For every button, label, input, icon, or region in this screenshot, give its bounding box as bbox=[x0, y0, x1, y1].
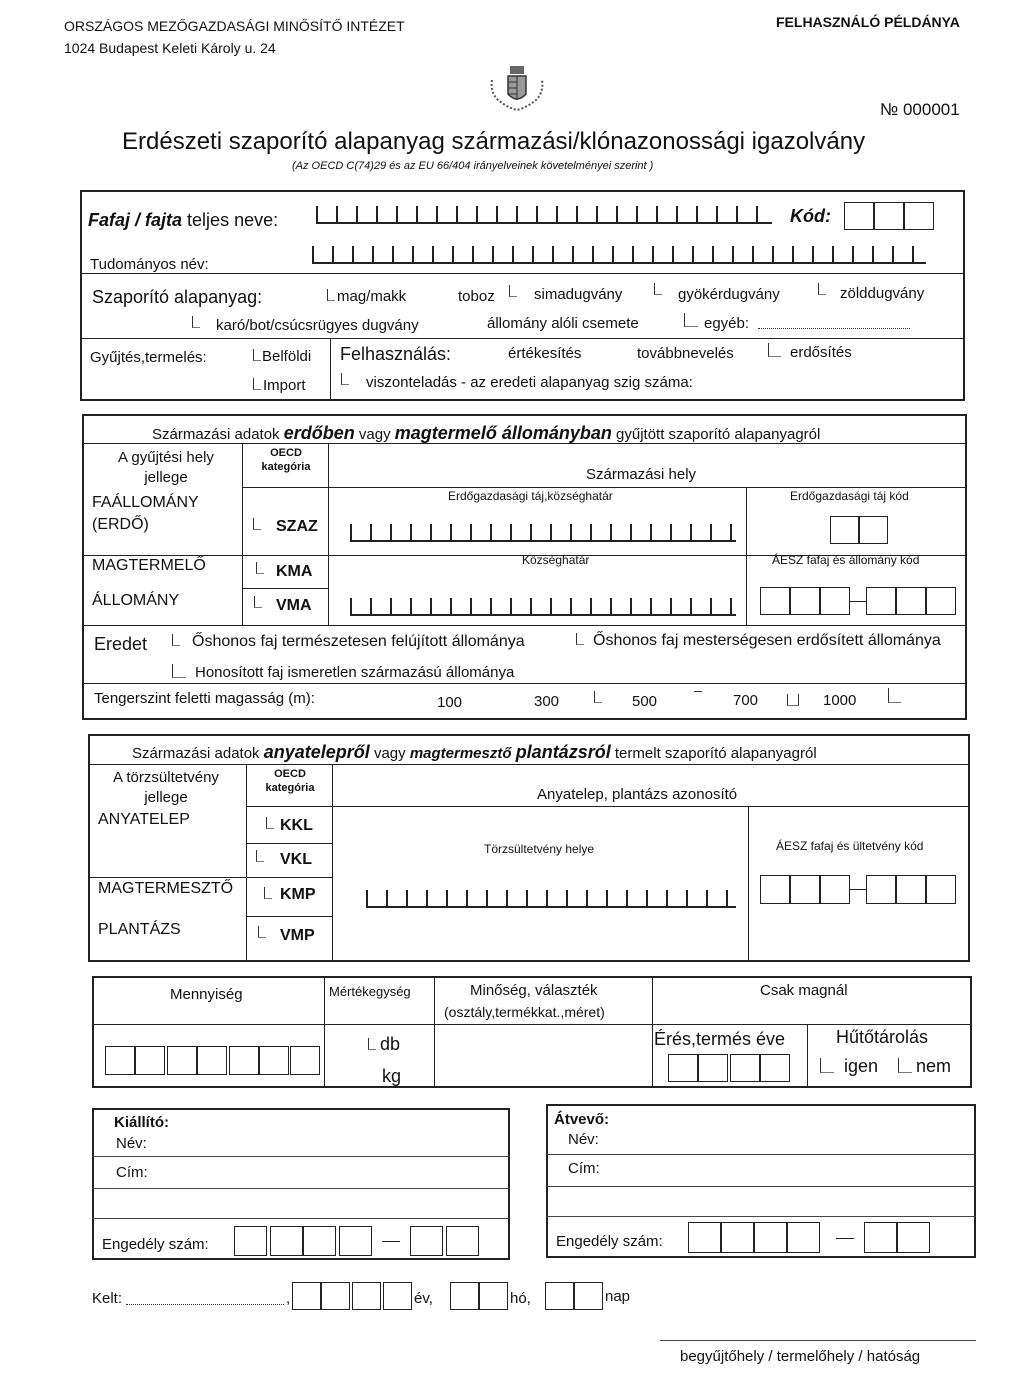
issuer-license-box-5[interactable] bbox=[410, 1226, 443, 1256]
taj-kod-box-1[interactable] bbox=[830, 516, 859, 544]
divider bbox=[546, 1186, 976, 1187]
taj-hatar-field[interactable] bbox=[350, 524, 736, 542]
unit-db: db bbox=[380, 1034, 401, 1054]
use-opt-2: továbbnevelés bbox=[637, 345, 734, 362]
checkbox-origin-2[interactable] bbox=[576, 633, 584, 645]
qty-col-quality-sub: (osztály,termékkat.,méret) bbox=[444, 1004, 605, 1020]
date-day-label: nap bbox=[605, 1288, 631, 1305]
divider bbox=[242, 588, 328, 589]
plantation-section-title: Származási adatok anyatelepről vagy magtermesztő plantázsról termelt szaporító alapanyagról bbox=[132, 742, 817, 762]
forest-row-faallomany: FAÁLLOMÁNY (ERDŐ) bbox=[92, 494, 199, 533]
divider bbox=[80, 273, 965, 274]
plant-aesz-box-1[interactable] bbox=[760, 875, 790, 904]
aesz-box-5[interactable] bbox=[896, 587, 926, 615]
plantation-col-id: Anyatelep, plantázs azonosító bbox=[537, 786, 738, 803]
receiver-license-box-4[interactable] bbox=[787, 1222, 820, 1253]
divider bbox=[88, 877, 332, 878]
institute-address: 1024 Budapest Keleti Károly u. 24 bbox=[64, 40, 276, 56]
plantation-col-type: A törzsültetvény jellege bbox=[113, 769, 219, 806]
plant-aesz-box-4[interactable] bbox=[866, 875, 896, 904]
cat-vkl: VKL bbox=[280, 851, 312, 868]
divider bbox=[242, 487, 967, 488]
divider bbox=[330, 338, 331, 401]
qty-box-7[interactable] bbox=[290, 1046, 320, 1075]
use-label: Felhasználás: bbox=[340, 344, 452, 364]
divider bbox=[246, 806, 970, 807]
use-opt-1: értékesítés bbox=[508, 345, 582, 362]
comma: , bbox=[286, 1290, 291, 1307]
issuer-title: Kiállító: bbox=[114, 1114, 169, 1131]
plant-aesz-box-2[interactable] bbox=[790, 875, 820, 904]
species-name-label: Fafaj / fajta teljes neve: bbox=[88, 210, 279, 230]
form-title: Erdészeti szaporító alapanyag származási/klónazonossági igazolvány bbox=[122, 128, 866, 155]
code-box-2[interactable] bbox=[874, 202, 904, 230]
scientific-name-label: Tudományos név: bbox=[90, 256, 209, 273]
origin-label: Eredet bbox=[94, 634, 148, 654]
divider bbox=[546, 1216, 976, 1217]
checkbox-kma[interactable] bbox=[256, 562, 264, 574]
forest-col-oecd: OECD kategória bbox=[261, 447, 311, 473]
cold-storage-label: Hűtőtárolás bbox=[836, 1027, 929, 1047]
checkbox-viszonteladas[interactable] bbox=[341, 373, 349, 385]
date-year-box-1[interactable] bbox=[292, 1282, 321, 1310]
kozseghatar-field[interactable] bbox=[350, 598, 736, 616]
divider bbox=[92, 1024, 972, 1025]
divider bbox=[82, 683, 967, 684]
checkbox-vma[interactable] bbox=[254, 596, 262, 608]
material-opt-2: toboz bbox=[458, 288, 495, 305]
cold-yes: igen bbox=[844, 1056, 879, 1076]
cat-kmp: KMP bbox=[280, 886, 316, 903]
qty-box-6[interactable] bbox=[259, 1046, 289, 1075]
unit-kg: kg bbox=[382, 1066, 402, 1086]
date-year-label: év, bbox=[414, 1290, 433, 1307]
divider bbox=[746, 487, 747, 625]
material-opt-5: zölddugvány bbox=[840, 285, 925, 302]
dash bbox=[850, 601, 866, 602]
receiver-license-box-2[interactable] bbox=[721, 1222, 754, 1253]
material-opt-1: mag/makk bbox=[337, 288, 407, 305]
cat-vmp: VMP bbox=[280, 927, 315, 944]
plantation-row-plantazs: PLANTÁZS bbox=[98, 921, 181, 938]
checkbox-szaz[interactable] bbox=[253, 518, 261, 530]
checkbox-vkl[interactable] bbox=[256, 850, 264, 862]
receiver-license-box-6[interactable] bbox=[897, 1222, 930, 1253]
copy-label: FELHASZNÁLÓ PÉLDÁNYA bbox=[776, 14, 960, 30]
date-month-label: hó, bbox=[510, 1290, 531, 1307]
aesz-box-1[interactable] bbox=[760, 587, 790, 615]
date-month-box-2[interactable] bbox=[479, 1282, 508, 1310]
qty-col-unit: Mértékegység bbox=[329, 984, 411, 999]
checkbox-nem[interactable] bbox=[898, 1058, 912, 1073]
forest-section-title: Származási adatok erdőben vagy magtermelő állományban gyűjtött szaporító alapanyagról bbox=[152, 423, 821, 443]
signature-caption: begyűjtőhely / termelőhely / hatóság bbox=[680, 1348, 921, 1365]
date-day-box-2[interactable] bbox=[574, 1282, 603, 1310]
plantation-sub-helye: Törzsültetvény helye bbox=[484, 842, 595, 856]
checkbox-alt-1000[interactable] bbox=[888, 688, 901, 703]
code-box-3[interactable] bbox=[904, 202, 934, 230]
dash bbox=[850, 889, 866, 890]
aesz-box-4[interactable] bbox=[866, 587, 896, 615]
receiver-address-label: Cím: bbox=[568, 1160, 600, 1177]
checkbox-simadugvany[interactable] bbox=[654, 283, 662, 295]
aesz-box-2[interactable] bbox=[790, 587, 820, 615]
scientific-name-field[interactable] bbox=[312, 246, 926, 264]
checkbox-toboz[interactable] bbox=[509, 285, 517, 297]
divider bbox=[434, 976, 435, 1088]
divider bbox=[246, 843, 332, 844]
institute-name: ORSZÁGOS MEZŐGAZDASÁGI MINŐSÍTŐ INTÉZET bbox=[64, 18, 405, 34]
checkbox-vmp[interactable] bbox=[258, 926, 266, 938]
coat-of-arms-icon bbox=[488, 62, 546, 112]
issuer-name-label: Név: bbox=[116, 1135, 147, 1152]
date-year-box-2[interactable] bbox=[321, 1282, 350, 1310]
divider bbox=[82, 443, 967, 444]
year-box-2[interactable] bbox=[698, 1054, 728, 1082]
taj-kod-box-2[interactable] bbox=[859, 516, 888, 544]
code-box-1[interactable] bbox=[844, 202, 874, 230]
divider bbox=[80, 338, 965, 339]
qty-col-seed-only: Csak magnál bbox=[760, 982, 848, 999]
divider bbox=[332, 764, 333, 962]
forest-row-allomany: ÁLLOMÁNY bbox=[92, 592, 180, 609]
year-box-3[interactable] bbox=[730, 1054, 760, 1082]
cat-vma: VMA bbox=[276, 597, 312, 614]
divider bbox=[246, 764, 247, 962]
plantation-row-anyatelep: ANYATELEP bbox=[98, 811, 190, 828]
cat-kkl: KKL bbox=[280, 817, 313, 834]
forest-row-magtermelo: MAGTERMELŐ bbox=[92, 557, 206, 574]
material-opt-3: simadugvány bbox=[534, 286, 623, 303]
material-opt-4: gyökérdugvány bbox=[678, 286, 780, 303]
form-number: № 000001 bbox=[880, 100, 960, 119]
divider bbox=[748, 806, 749, 962]
receiver-license-box-1[interactable] bbox=[688, 1222, 721, 1253]
divider bbox=[324, 976, 325, 1088]
form-subtitle: (Az OECD C(74)29 és az EU 66/404 irányelveinek követelményei szerint ) bbox=[292, 160, 654, 172]
issuer-license-box-4[interactable] bbox=[339, 1226, 372, 1256]
divider bbox=[328, 443, 329, 625]
divider bbox=[242, 443, 243, 625]
checkbox-alt-300[interactable] bbox=[594, 691, 602, 703]
checkbox-alt-700[interactable] bbox=[787, 694, 799, 706]
cold-no: nem bbox=[916, 1056, 952, 1076]
plantation-row-magtermeszto: MAGTERMESZTŐ bbox=[98, 880, 234, 897]
forest-col-origin: Származási hely bbox=[586, 466, 697, 483]
divider bbox=[546, 1154, 976, 1155]
checkbox-origin-3[interactable] bbox=[172, 664, 186, 678]
checkbox-kmp[interactable] bbox=[264, 887, 272, 899]
receiver-license-box-5[interactable] bbox=[864, 1222, 897, 1253]
code-label: Kód: bbox=[790, 206, 831, 226]
divider bbox=[92, 1156, 510, 1157]
alt-300: 300 bbox=[534, 693, 560, 710]
divider bbox=[92, 1188, 510, 1189]
altitude-label: Tengerszint feletti magasság (m): bbox=[94, 690, 315, 707]
material-label: Szaporító alapanyag: bbox=[92, 287, 263, 307]
use-opt-3: erdősítés bbox=[790, 344, 852, 361]
dash bbox=[836, 1238, 854, 1239]
species-name-field[interactable] bbox=[316, 206, 772, 224]
date-day-box-1[interactable] bbox=[545, 1282, 574, 1310]
checkbox-origin-1[interactable] bbox=[172, 634, 180, 646]
qty-col-quality: Minőség, választék bbox=[470, 982, 598, 999]
cat-kma: KMA bbox=[276, 563, 313, 580]
divider bbox=[246, 916, 332, 917]
alt-500: 500 bbox=[632, 693, 658, 710]
divider bbox=[82, 625, 967, 626]
origin-opt-2: Őshonos faj mesterségesen erdősített állománya bbox=[593, 632, 941, 649]
checkbox-karo[interactable] bbox=[192, 316, 200, 328]
collection-opt-1: Belföldi bbox=[262, 348, 312, 365]
checkbox-belfoldi[interactable] bbox=[253, 349, 261, 361]
receiver-license-box-3[interactable] bbox=[754, 1222, 787, 1253]
forest-col-type: A gyűjtési hely jellege bbox=[118, 449, 214, 486]
forest-sub-tajhatar: Erdőgazdasági táj,községhatár bbox=[448, 489, 613, 503]
alt-700: 700 bbox=[733, 692, 759, 709]
year-box-1[interactable] bbox=[668, 1054, 698, 1082]
material-opt-7: állomány alóli csemete bbox=[487, 315, 639, 332]
origin-opt-3: Honosított faj ismeretlen származású állománya bbox=[195, 664, 515, 681]
date-place-field[interactable] bbox=[126, 1304, 284, 1305]
checkbox-mag[interactable] bbox=[327, 289, 335, 301]
forest-sub-aesz: ÁESZ fafaj és állomány kód bbox=[772, 553, 920, 567]
qty-box-3[interactable] bbox=[167, 1046, 197, 1075]
material-opt-6: karó/bot/csúcsrügyes dugvány bbox=[216, 317, 419, 334]
issuer-license-box-3[interactable] bbox=[303, 1226, 336, 1256]
qty-col-amount: Mennyiség bbox=[170, 986, 243, 1003]
receiver-title: Átvevő: bbox=[554, 1111, 610, 1128]
signature-line[interactable] bbox=[660, 1340, 976, 1341]
divider bbox=[88, 764, 970, 765]
checkbox-erdosites[interactable] bbox=[768, 343, 781, 357]
qty-box-1[interactable] bbox=[105, 1046, 135, 1075]
forest-sub-tajkod: Erdőgazdasági táj kód bbox=[790, 489, 909, 503]
origin-opt-1: Őshonos faj természetesen felújított állománya bbox=[192, 633, 525, 650]
issuer-license-box-1[interactable] bbox=[234, 1226, 267, 1256]
checkbox-alt-500[interactable] bbox=[694, 691, 702, 703]
qty-box-2[interactable] bbox=[135, 1046, 165, 1075]
issuer-license-box-6[interactable] bbox=[446, 1226, 479, 1256]
issuer-address-label: Cím: bbox=[116, 1164, 148, 1181]
date-label: Kelt: bbox=[92, 1290, 123, 1307]
divider bbox=[807, 1024, 808, 1088]
alt-1000: 1000 bbox=[823, 692, 857, 709]
checkbox-allomany[interactable] bbox=[684, 313, 698, 327]
divider bbox=[652, 976, 653, 1088]
torzsultetveny-field[interactable] bbox=[366, 890, 736, 908]
use-opt-4: viszonteladás - az eredeti alapanyag szig száma: bbox=[366, 374, 693, 391]
checkbox-db[interactable] bbox=[368, 1038, 376, 1050]
date-month-box-1[interactable] bbox=[450, 1282, 479, 1310]
checkbox-import[interactable] bbox=[253, 378, 261, 390]
issuer-license-label: Engedély szám: bbox=[102, 1236, 209, 1253]
aesz-box-3[interactable] bbox=[820, 587, 850, 615]
date-year-box-4[interactable] bbox=[383, 1282, 412, 1310]
qty-box-5[interactable] bbox=[229, 1046, 259, 1075]
plant-aesz-box-3[interactable] bbox=[820, 875, 850, 904]
issuer-license-box-2[interactable] bbox=[270, 1226, 303, 1256]
qty-box-4[interactable] bbox=[197, 1046, 227, 1075]
alt-100: 100 bbox=[437, 694, 463, 711]
plantation-sub-aesz: ÁESZ fafaj és ültetvény kód bbox=[776, 839, 924, 853]
dash bbox=[382, 1241, 400, 1242]
checkbox-igen[interactable] bbox=[820, 1058, 834, 1073]
checkbox-kkl[interactable] bbox=[266, 817, 274, 829]
material-opt-8: egyéb: bbox=[704, 315, 750, 332]
cat-szaz: SZAZ bbox=[276, 518, 318, 535]
divider bbox=[92, 1218, 510, 1219]
date-year-box-3[interactable] bbox=[352, 1282, 381, 1310]
plant-aesz-box-5[interactable] bbox=[896, 875, 926, 904]
checkbox-gyokerdugvany[interactable] bbox=[818, 283, 826, 295]
aesz-box-6[interactable] bbox=[926, 587, 956, 615]
receiver-license-label: Engedély szám: bbox=[556, 1233, 663, 1250]
forest-sub-kozseghatar: Községhatár bbox=[522, 553, 590, 567]
collection-opt-2: Import bbox=[263, 377, 306, 394]
collection-label: Gyűjtés,termelés: bbox=[90, 349, 207, 366]
other-field[interactable] bbox=[758, 328, 910, 329]
year-box-4[interactable] bbox=[760, 1054, 790, 1082]
year-label: Érés,termés éve bbox=[654, 1029, 786, 1049]
plantation-col-oecd: OECD kategória bbox=[265, 768, 315, 794]
plant-aesz-box-6[interactable] bbox=[926, 875, 956, 904]
receiver-name-label: Név: bbox=[568, 1131, 599, 1148]
